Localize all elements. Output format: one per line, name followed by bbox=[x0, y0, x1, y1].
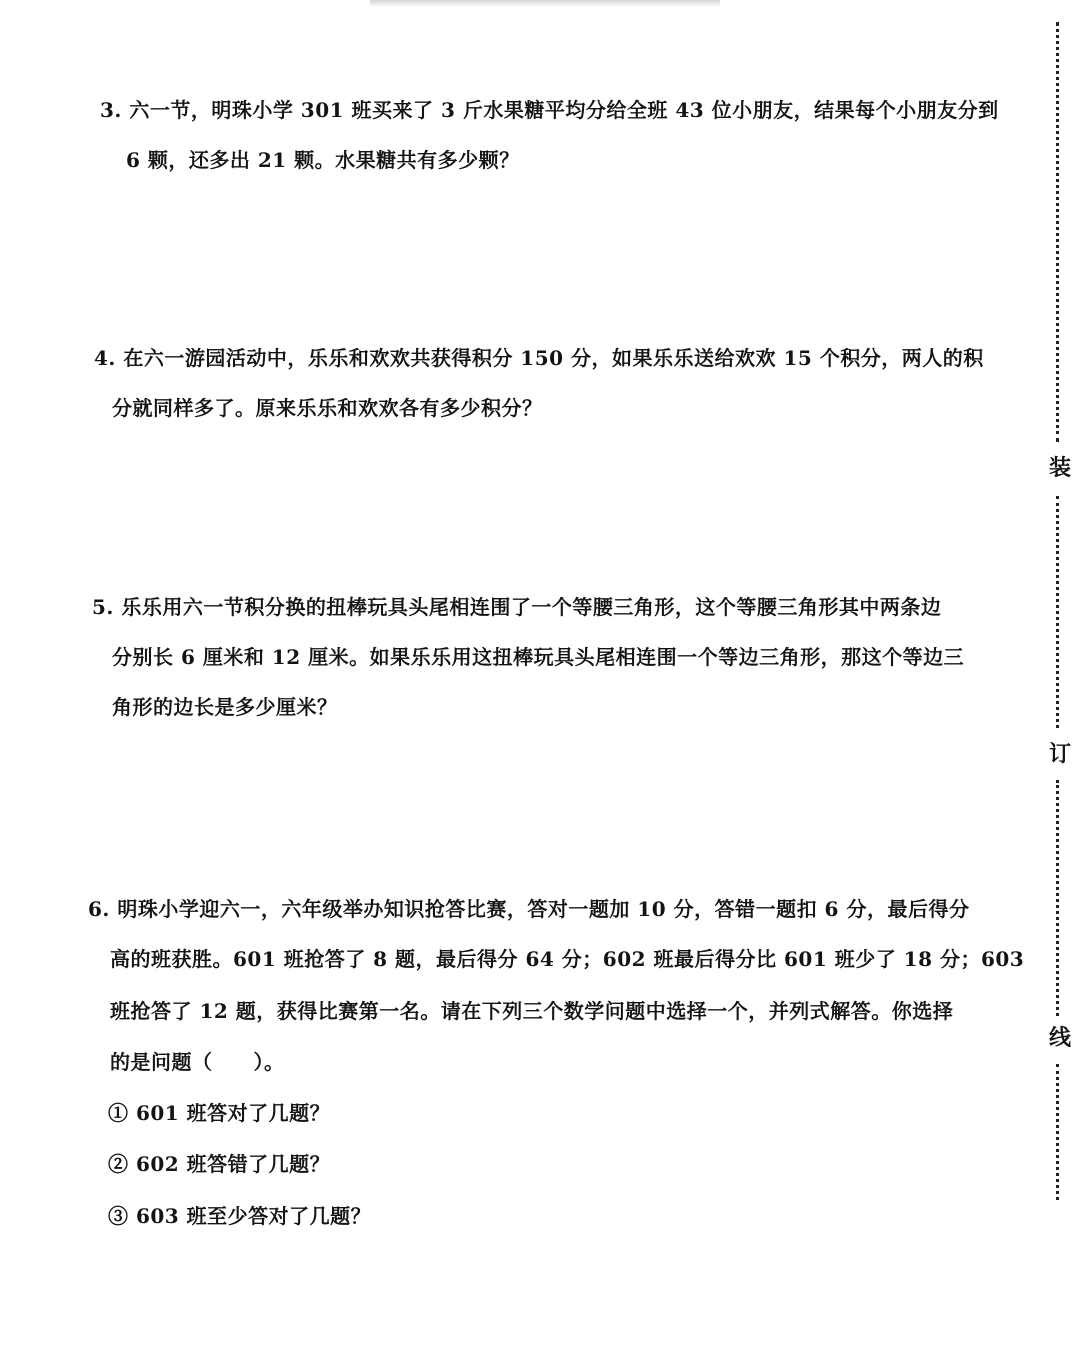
question-5-line-1: 5. 乐乐用六一节积分换的扭棒玩具头尾相连围了一个等腰三角形，这个等腰三角形其中两条边 bbox=[92, 595, 942, 619]
question-5-line-3: 角形的边长是多少厘米？ bbox=[112, 695, 338, 719]
question-3-line-2: 6 颗，还多出 21 颗。水果糖共有多少颗？ bbox=[126, 148, 520, 172]
question-6-option-1: ① 601 班答对了几题？ bbox=[108, 1101, 331, 1125]
question-5-line-2: 分别长 6 厘米和 12 厘米。如果乐乐用这扭棒玩具头尾相连围一个等边三角形，那这个等边三 bbox=[112, 645, 965, 669]
binding-char-ding: 订 bbox=[1046, 740, 1074, 768]
question-6-option-2: ② 602 班答错了几题？ bbox=[108, 1152, 331, 1176]
question-6-line-2: 高的班获胜。601 班抢答了 8 题，最后得分 64 分；602 班最后得分比 601 班少了 18 分；603 bbox=[110, 947, 1025, 971]
binding-dotted-line bbox=[1056, 22, 1059, 442]
question-4-line-2: 分就同样多了。原来乐乐和欢欢各有多少积分？ bbox=[112, 396, 543, 420]
scan-edge-shadow bbox=[370, 0, 720, 7]
binding-dotted-line bbox=[1056, 496, 1059, 728]
binding-char-xian: 线 bbox=[1046, 1024, 1074, 1052]
binding-margin bbox=[1040, 0, 1080, 1363]
binding-dotted-line bbox=[1056, 780, 1059, 1016]
binding-dotted-line bbox=[1056, 1064, 1059, 1200]
question-6-option-3: ③ 603 班至少答对了几题？ bbox=[108, 1204, 372, 1228]
question-6-line-4: 的是问题（ ）。 bbox=[110, 1050, 285, 1074]
question-6-line-3: 班抢答了 12 题，获得比赛第一名。请在下列三个数学问题中选择一个，并列式解答。你选择 bbox=[110, 999, 954, 1023]
question-3-line-1: 3. 六一节，明珠小学 301 班买来了 3 斤水果糖平均分给全班 43 位小朋友，结果每个小朋友分到 bbox=[100, 98, 999, 122]
question-6-line-1: 6. 明珠小学迎六一，六年级举办知识抢答比赛，答对一题加 10 分，答错一题扣 6 分，最后得分 bbox=[88, 897, 970, 921]
question-4-line-1: 4. 在六一游园活动中，乐乐和欢欢共获得积分 150 分，如果乐乐送给欢欢 15 个积分，两人的积 bbox=[94, 346, 984, 370]
binding-char-zhuang: 装 bbox=[1046, 454, 1074, 482]
